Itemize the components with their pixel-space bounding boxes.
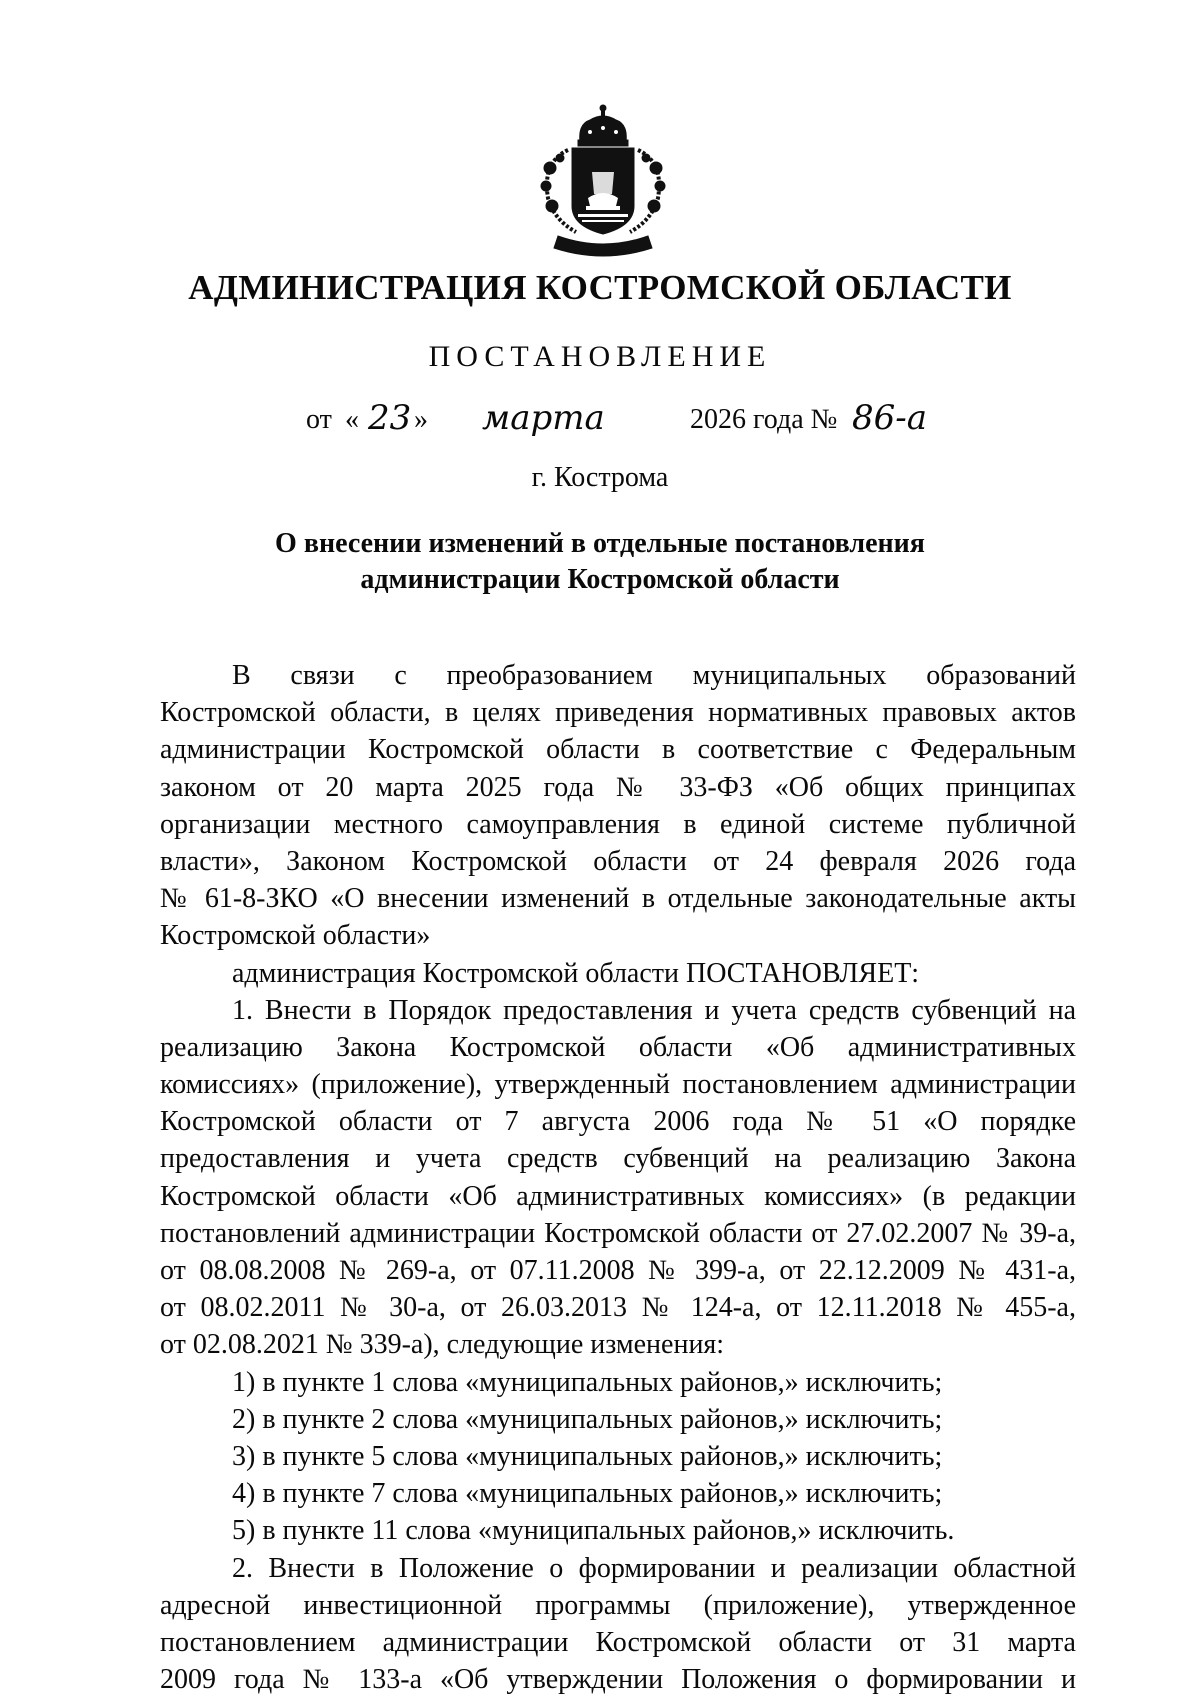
body-line: Костромской области» [160,920,431,952]
coat-of-arms-emblem [528,102,678,264]
document-type: ПОСТАНОВЛЕНИЕ [428,340,772,373]
body-line: организации местного самоуправления в единой системе публичной [160,808,1076,840]
city: г. Кострома [531,462,669,493]
organization-heading: АДМИНИСТРАЦИЯ КОСТРОМСКОЙ ОБЛАСТИ [188,268,1012,307]
body-line: законом от 20 марта 2025 года № 33-ФЗ «Об общих принципах [160,771,1076,803]
body-line: предоставления и учета средств субвенций на реализацию Закона [160,1143,1076,1175]
body-line: 1. Внести в Порядок предоставления и учета средств субвенций на [232,994,1076,1026]
date-quote-close: » [414,404,428,435]
body-line: 5) в пункте 11 слова «муниципальных районов,» исключить. [232,1515,955,1547]
body-line: реализацию Закона Костромской области «Об административных [160,1031,1076,1063]
body-line: администрации Костромской области в соответствие с Федеральным [160,734,1076,766]
body-line: 1) в пункте 1 слова «муниципальных районов,» исключить; [232,1366,943,1398]
body-line: В связи с преобразованием муниципальных образований [232,660,1076,691]
title-line: О внесении изменений в отдельные постановления [275,528,925,559]
body-line: постановлений администрации Костромской области от 27.02.2007 № 39-а, [160,1217,1076,1249]
body-line: от 02.08.2021 № 339-а), следующие изменения: [160,1329,725,1361]
date-month-handwritten: марта [482,398,605,438]
date-prefix: от [306,404,332,435]
body-line: Костромской области «Об административных комиссиях» (в редакции [160,1180,1076,1212]
body-line: адресной инвестиционной программы (приложение), утвержденное [160,1589,1076,1621]
body-line: 2009 года № 133-а «Об утверждении Положения о формировании и [160,1664,1076,1696]
body-line: от 08.08.2008 № 269-а, от 07.11.2008 № 399-а, от 22.12.2009 № 431-а, [160,1255,1076,1286]
body-line: 4) в пункте 7 слова «муниципальных районов,» исключить; [232,1478,943,1510]
body-line: Костромской области, в целях приведения нормативных правовых актов [160,697,1076,729]
title-line: администрации Костромской области [360,564,840,595]
date-quote-open: « [345,404,359,435]
date-line [0,398,1200,454]
body-line: 2. Внести в Положение о формировании и реализации областной [232,1552,1076,1584]
body-line: № 61-8-ЗКО «О внесении изменений в отдельные законодательные акты [160,883,1076,915]
body-line: администрация Костромской области ПОСТАНОВЛЯЕТ: [232,957,920,989]
date-day-handwritten: 23 [368,398,412,438]
body-line: от 08.02.2011 № 30-а, от 26.03.2013 № 124-а, от 12.11.2018 № 455-а, [160,1292,1076,1324]
body-line: власти», Законом Костромской области от 24 февраля 2026 года [160,845,1076,877]
date-year-text: 2026 года № [690,404,838,435]
body-line: постановлением администрации Костромской области от 31 марта [160,1626,1076,1658]
body-line: комиссиях» (приложение), утвержденный постановлением администрации [160,1069,1076,1101]
document-number-handwritten: 86-а [852,398,928,438]
body-line: 2) в пункте 2 слова «муниципальных районов,» исключить; [232,1403,943,1435]
document-title [0,526,1200,598]
body-line: Костромской области от 7 августа 2006 года № 51 «О порядке [160,1106,1076,1138]
body-line: 3) в пункте 5 слова «муниципальных районов,» исключить; [232,1440,943,1472]
document-body [160,657,1076,1698]
